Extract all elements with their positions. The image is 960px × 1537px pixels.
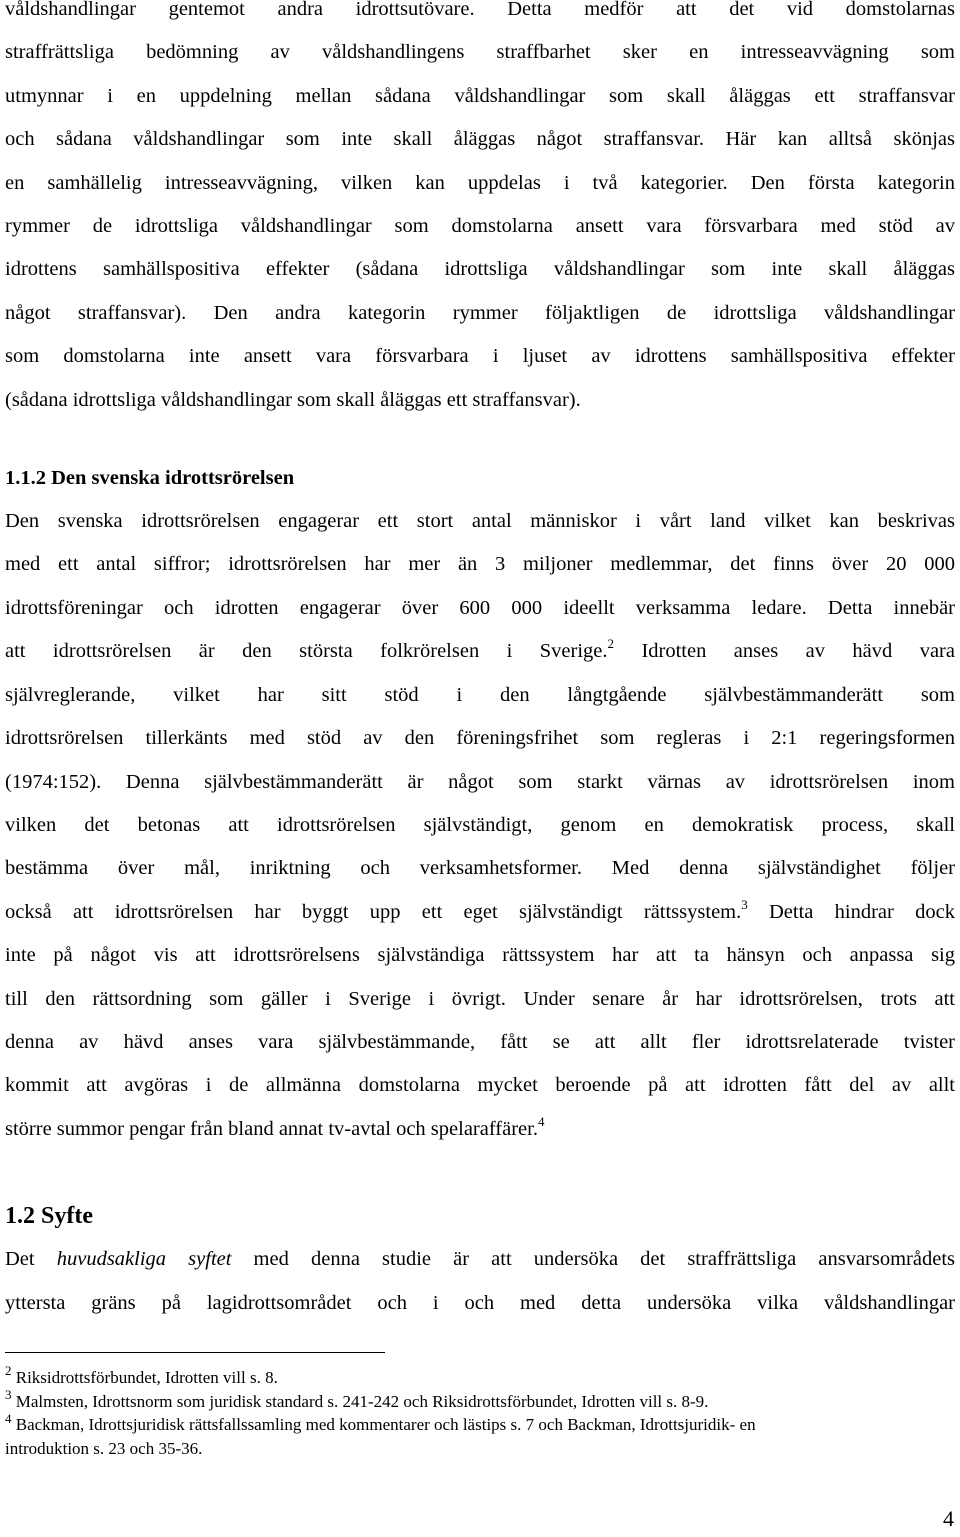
text-line: vilken det betonas att idrottsrörelsen självständigt, genom en demokratisk process, skall [5, 813, 955, 836]
text-line: idrottsföreningar och idrotten engagerar över 600 000 ideellt verksamma ledare. Detta innebär [5, 596, 955, 619]
text-line: idrottsrörelsen tillerkänts med stöd av den föreningsfrihet som regleras i 2:1 regeringsformen [5, 727, 955, 750]
text-line [5, 1108, 955, 1151]
text-line: som domstolarna inte ansett vara försvarbara i ljuset av idrottens samhällspositiva effekter [5, 345, 955, 368]
footnote-3 [5, 1386, 945, 1414]
text-line: och sådana våldshandlingar som inte skall åläggas något straffansvar. Här kan alltså skönjas [5, 128, 955, 151]
footnote-ref-3[interactable]: 3 [741, 896, 748, 912]
text-line: denna av hävd anses vara självbestämmande, fått se att allt fler idrottsrelaterade tvister [5, 1030, 955, 1053]
text-line: våldshandlingar gentemot andra idrottsutövare. Detta medför att det vid domstolarnas [5, 0, 955, 20]
text-segment: också att idrottsrörelsen har byggt upp ett eget självständigt rättssystem. [5, 900, 742, 923]
section-heading-1-1-2: 1.1.2 Den svenska idrottsrörelsen [5, 467, 295, 490]
section-heading-1-2: 1.2 Syfte [5, 1203, 93, 1230]
text-line: med ett antal siffror; idrottsrörelsen har mer än 3 miljoner medlemmar, det finns över 20 000 [5, 553, 955, 576]
text-line: något straffansvar). Den andra kategorin rymmer följaktligen de idrottsliga våldshandlingar [5, 301, 955, 324]
footnote-number: 4 [5, 1410, 12, 1426]
document-page [5, 0, 955, 1325]
footnote-4-continuation: introduktion s. 23 och 35-36. [5, 1438, 203, 1458]
text-line: inte på något vis att idrottsrörelsens självständiga rättssystem har att ta hänsyn och anpassa sig [5, 944, 955, 967]
text-line [5, 891, 955, 934]
text-segment: med denna studie är att undersöka det straffrättsliga ansvarsområdets [231, 1248, 955, 1271]
text-line: en samhällelig intresseavvägning, vilken kan uppdelas i två kategorier. Den första kategorin [5, 171, 955, 194]
text-segment: Det [5, 1248, 57, 1271]
footnote-4 [5, 1410, 945, 1437]
footnote-ref-2[interactable]: 2 [607, 636, 615, 652]
text-line: idrottens samhällspositiva effekter (sådana idrottsliga våldshandlingar som inte skall åläggas [5, 258, 955, 281]
text-line: yttersta gräns på lagidrottsområdet och i och med detta undersöka vilka våldshandlingar [5, 1291, 955, 1314]
text-line: straffrättsliga bedömning av våldshandlingens straffbarhet sker en intresseavvägning som [5, 41, 955, 64]
text-line: självreglerande, vilket har sitt stöd i den långtgående självbestämmanderätt som [5, 683, 955, 706]
text-segment: större summor pengar från bland annat tv-avtal och spelaraffärer. [5, 1117, 538, 1140]
text-segment: Idrotten anses av hävd vara [614, 640, 955, 663]
text-line: till den rättsordning som gäller i Sverige i övrigt. Under senare år har idrottsrörelsen, trots att [5, 987, 955, 1010]
section-1-1-2-paragraph [5, 500, 955, 1151]
text-line: (1974:152). Denna självbestämmanderätt är något som starkt värnas av idrottsrörelsen inom [5, 770, 955, 793]
footnote-ref-4[interactable]: 4 [537, 1113, 545, 1129]
footnote-text: Backman, Idrottsjuridisk rättsfallssamling med kommentarer och lästips s. 7 och Backman, Idrottsjuridik- en [11, 1415, 756, 1435]
footnotes [5, 1363, 945, 1460]
text-segment: att idrottsrörelsen är den största folkrörelsen i Sverige. [5, 640, 608, 663]
text-line: Den svenska idrottsrörelsen engagerar ett stort antal människor i vårt land vilket kan beskrivas [5, 510, 955, 533]
page-number: 4 [943, 1506, 954, 1531]
footnote-number: 3 [5, 1386, 12, 1402]
footnote-divider [5, 1352, 385, 1353]
emphasis-text: huvudsakliga syftet [56, 1248, 232, 1271]
text-line [5, 630, 955, 673]
section-1-2-paragraph [5, 1238, 955, 1325]
text-line: bestämma över mål, inriktning och verksamhetsformer. Med denna självständighet följer [5, 857, 955, 880]
footnote-text: Malmsten, Idrottsnorm som juridisk standard s. 241-242 och Riksidrottsförbundet, Idrotten vill s. 8-9. [11, 1391, 709, 1411]
text-segment: Detta hindrar dock [747, 900, 955, 923]
footnote-number: 2 [5, 1363, 12, 1379]
text-line: (sådana idrottsliga våldshandlingar som skall åläggas ett straffansvar). [5, 388, 581, 411]
text-line: rymmer de idrottsliga våldshandlingar som domstolarna ansett vara försvarbara med stöd av [5, 215, 955, 238]
text-line: kommit att avgöras i de allmänna domstolarna mycket beroende på att idrotten fått del av allt [5, 1074, 955, 1097]
footnote-text: Riksidrottsförbundet, Idrotten vill s. 8. [11, 1368, 278, 1387]
footnote-2 [5, 1363, 945, 1390]
text-line: utmynnar i en uppdelning mellan sådana våldshandlingar som skall åläggas ett straffansvar [5, 84, 955, 107]
text-line [5, 1238, 955, 1281]
intro-paragraph [5, 0, 955, 422]
